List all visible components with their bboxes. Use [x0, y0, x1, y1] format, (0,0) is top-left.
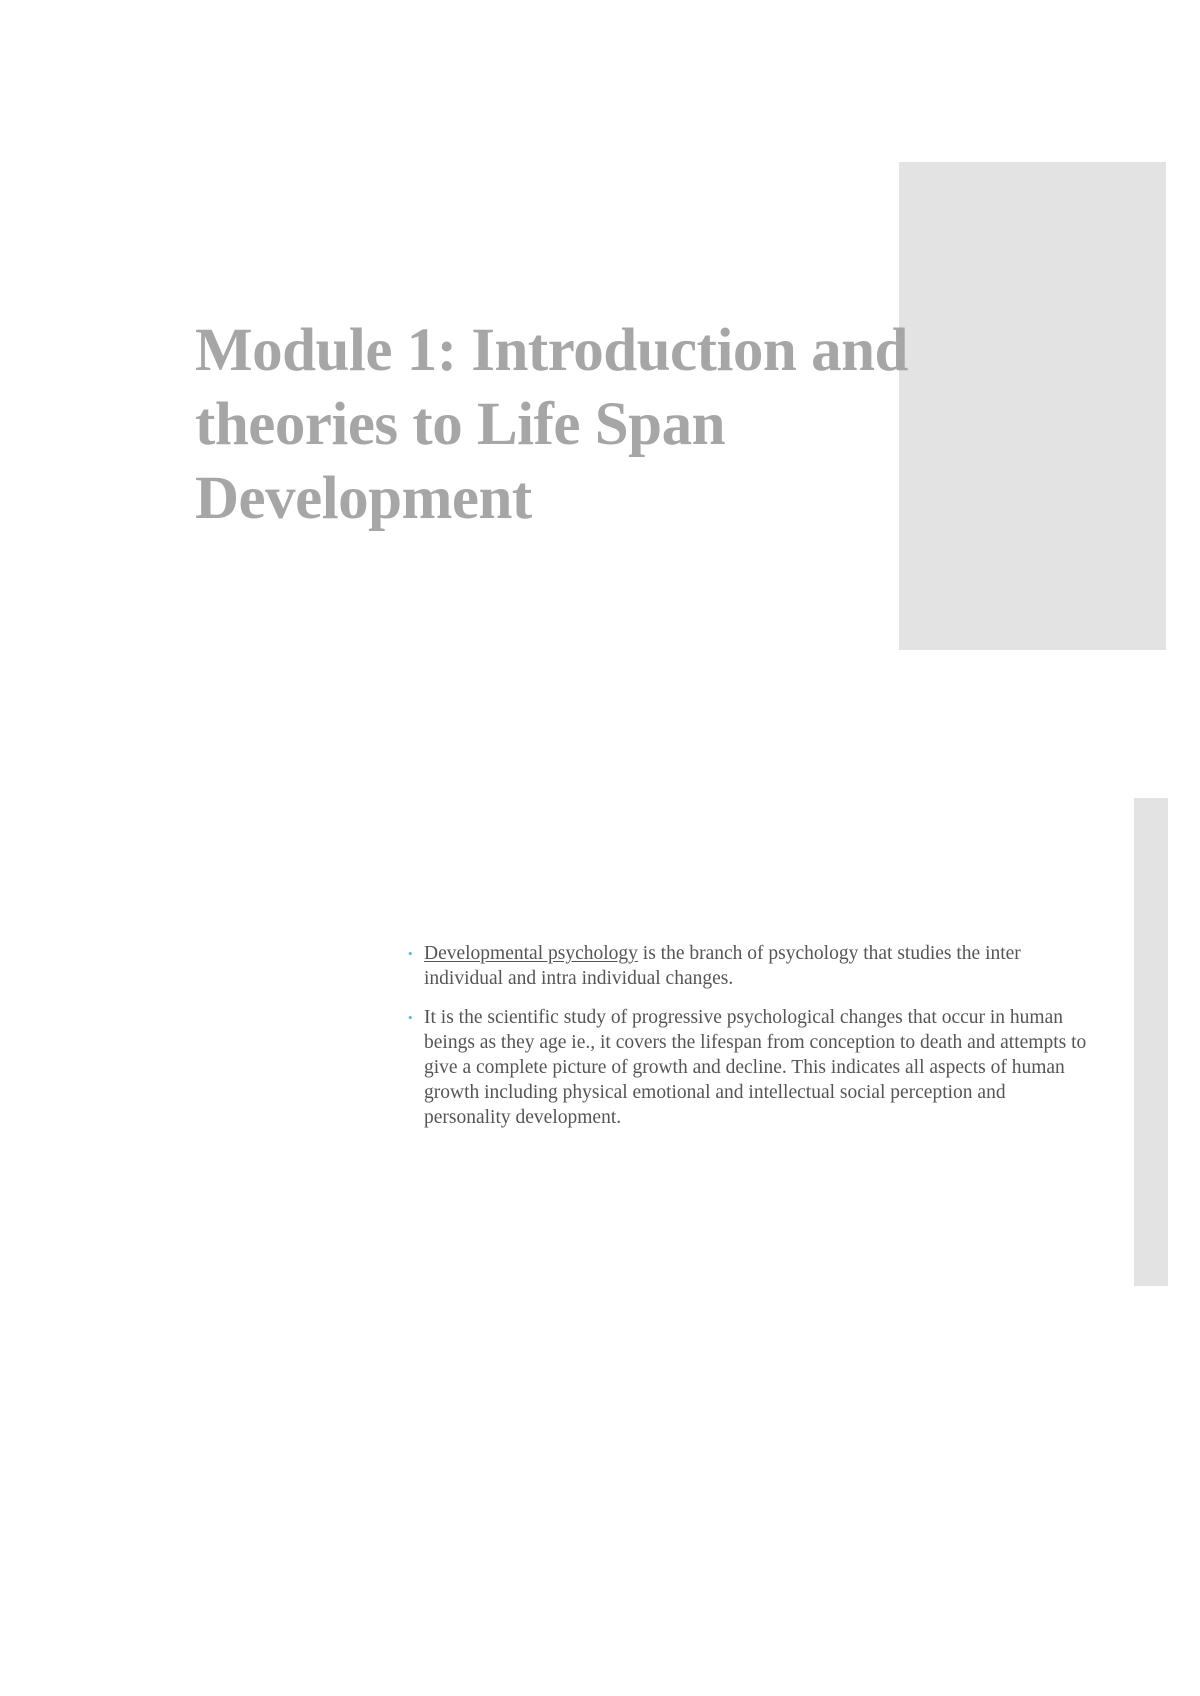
key-term-link[interactable]: Developmental psychology — [424, 943, 638, 964]
bullet-text: is the branch of psychology that studies the inter individual and intra individual changes. — [424, 943, 1021, 989]
list-item — [408, 1005, 1088, 1130]
slide-title: Module 1: Introduction and theories to Life Span Development — [195, 317, 908, 532]
bullet-text: It is the scientific study of progressive psychological changes that occur in human beings as they age ie., it covers the lifespan from conception to death and attempts to give a complete picture of growth and decline. This indicates all aspects of human growth including physical emotional and intellectual social perception and personality development. — [424, 1007, 1087, 1128]
list-item — [408, 941, 1088, 991]
bullet-icon: • — [408, 946, 413, 961]
bullet-icon: • — [408, 1010, 413, 1025]
decorative-side-strip — [1134, 798, 1168, 1286]
bullet-list — [408, 941, 1088, 1144]
